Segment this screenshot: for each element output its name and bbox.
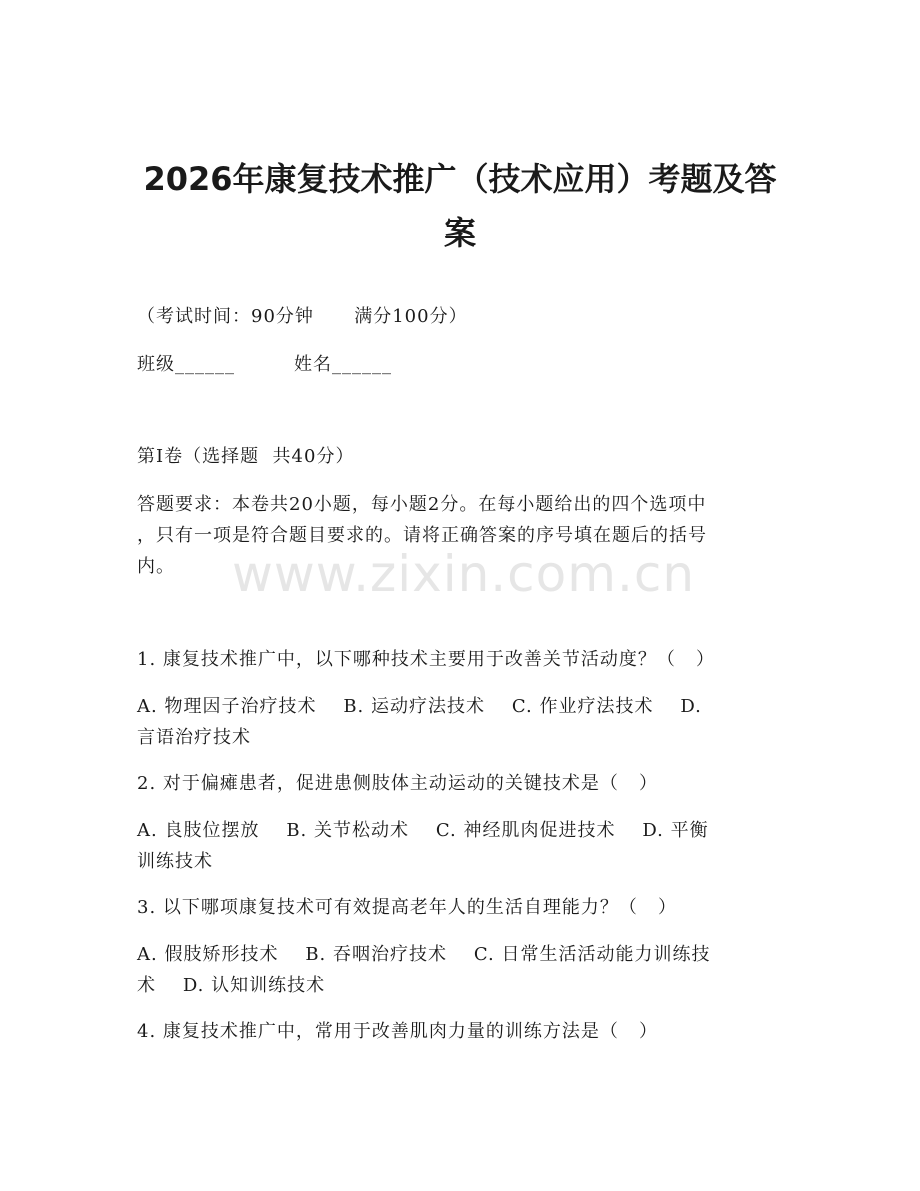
title-line-1: 2026年康复技术推广（技术应用）考题及答 bbox=[143, 160, 777, 198]
question-1-options-cont: 言语治疗技术 bbox=[137, 727, 251, 748]
name-label: 姓名______ bbox=[294, 354, 392, 375]
question-2-options: A. 良肢位摆放 B. 关节松动术 C. 神经肌肉促进技术 D. 平衡 bbox=[137, 820, 709, 841]
question-4-stem: 4. 康复技术推广中，常用于改善肌肉力量的训练方法是（ ） bbox=[137, 1021, 659, 1042]
exam-title bbox=[110, 152, 810, 260]
question-3-options-cont: 术 D. 认知训练技术 bbox=[137, 975, 326, 996]
question-1-options: A. 物理因子治疗技术 B. 运动疗法技术 C. 作业疗法技术 D. bbox=[137, 696, 702, 717]
question-2-options-cont: 训练技术 bbox=[137, 851, 213, 872]
title-line-2: 案 bbox=[443, 214, 476, 252]
question-3-options: A. 假肢矫形技术 B. 吞咽治疗技术 C. 日常生活活动能力训练技 bbox=[137, 944, 711, 965]
exam-info: （考试时间：90分钟 满分100分） bbox=[137, 306, 468, 327]
instructions-line-3: 内。 bbox=[137, 556, 175, 577]
class-label: 班级______ bbox=[137, 354, 235, 375]
watermark: www.zixin.com.cn bbox=[232, 545, 696, 603]
question-2-stem: 2. 对于偏瘫患者，促进患侧肢体主动运动的关键技术是（ ） bbox=[137, 773, 659, 794]
section-title: 第I卷（选择题 共40分） bbox=[137, 446, 355, 467]
instructions-line-2: ，只有一项是符合题目要求的。请将正确答案的序号填在题后的括号 bbox=[137, 525, 707, 546]
instructions-line-1: 答题要求：本卷共20小题，每小题2分。在每小题给出的四个选项中 bbox=[137, 494, 707, 515]
question-1-stem: 1. 康复技术推广中，以下哪种技术主要用于改善关节活动度？（ ） bbox=[137, 649, 716, 670]
question-3-stem: 3. 以下哪项康复技术可有效提高老年人的生活自理能力？（ ） bbox=[137, 897, 678, 918]
